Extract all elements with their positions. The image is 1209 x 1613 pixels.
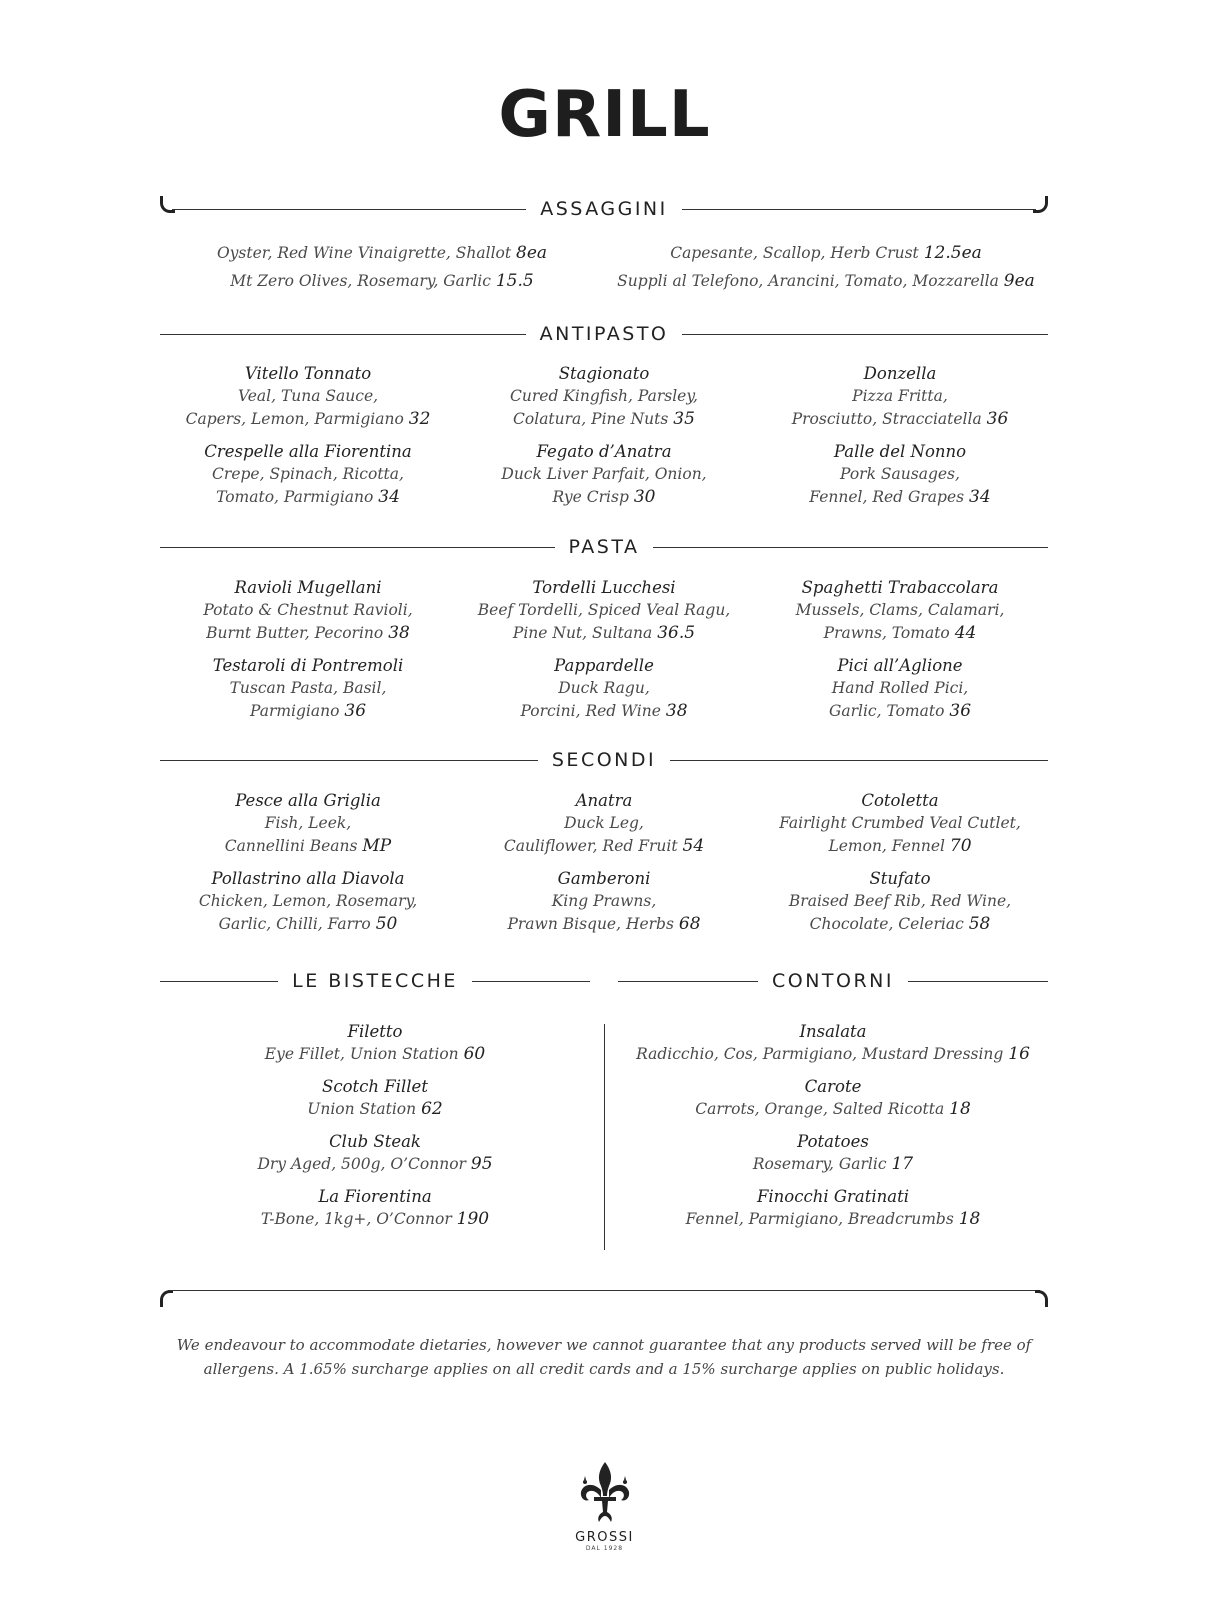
dish-desc: Braised Beef Rib, Red Wine, [788,892,1012,910]
dish-name: Club Steak [329,1132,421,1151]
assaggini-right [604,242,1048,293]
section-header-contorni [618,966,1048,996]
dish-name: La Fiorentina [318,1187,432,1206]
dish-desc: Porcini, Red Wine 38 [520,701,688,721]
dish-name: Finocchi Gratinati [756,1187,910,1206]
secondi-col-2 [456,789,752,936]
dish-desc: T-Bone, 1kg+, O’Connor 190 [260,1209,490,1229]
section-title: LE BISTECCHE [278,966,472,996]
dish-desc: Cured Kingfish, Parsley, [510,387,698,405]
dish-desc: Burnt Butter, Pecorino 38 [206,623,410,643]
dish-name: Ravioli Mugellani [234,578,382,597]
dish-name: Fegato d’Anatra [536,442,672,461]
dish-desc: Radicchio, Cos, Parmigiano, Mustard Dressing 16 [636,1044,1030,1064]
bottom-divider [160,1290,1048,1306]
dish-desc: Beef Tordelli, Spiced Veal Ragu, [477,601,731,619]
menu-item: Capesante, Scallop, Herb Crust 12.5ea [670,243,982,263]
dish-name: Tordelli Lucchesi [532,578,676,597]
dish-desc: Chicken, Lemon, Rosemary, [198,892,418,910]
menu-item: Oyster, Red Wine Vinaigrette, Shallot 8ea [216,243,548,263]
dish-desc: Capers, Lemon, Parmigiano 32 [185,409,431,429]
dish-desc: Colatura, Pine Nuts 35 [513,409,695,429]
section-title: PASTA [555,532,654,562]
dish-desc: Pine Nut, Sultana 36.5 [512,623,696,643]
section-header-secondi [160,745,1048,775]
dish-name: Spaghetti Trabaccolara [801,578,999,597]
footer-line: We endeavour to accommodate dietaries, however we cannot guarantee that any products served will be free of [176,1336,1032,1354]
dish-desc: Tomato, Parmigiano 34 [216,487,400,507]
column-divider [604,1024,605,1250]
dish-name: Pollastrino alla Diavola [211,869,405,888]
section-title: SECONDI [538,745,670,775]
dish-name: Pesce alla Griglia [235,791,381,810]
dish-name: Cotoletta [861,791,939,810]
assaggini-left [160,242,604,293]
dish-desc: Dry Aged, 500g, O’Connor 95 [257,1154,493,1174]
section-header-bistecche [160,966,590,996]
dish-desc: Duck Leg, [564,814,644,832]
dish-desc: Prosciutto, Stracciatella 36 [791,409,1009,429]
antipasto-col-2 [456,362,752,509]
dish-name: Insalata [799,1022,867,1041]
dish-desc: Cauliflower, Red Fruit 54 [503,836,705,856]
dish-desc: Potato & Chestnut Ravioli, [203,601,413,619]
dish-desc: Garlic, Tomato 36 [828,701,972,721]
dish-desc: Chocolate, Celeriac 58 [809,914,991,934]
page-title: GRILL [498,78,711,152]
fleur-de-lis-icon [577,1460,633,1524]
contorni-list [618,1020,1048,1231]
dish-name: Vitello Tonnato [244,364,372,383]
section-header-pasta [160,532,1048,562]
dish-desc: Veal, Tuna Sauce, [237,387,379,405]
dish-name: Donzella [863,364,937,383]
section-header-antipasto [160,319,1048,349]
dish-name: Palle del Nonno [833,442,967,461]
secondi-col-3 [752,789,1048,936]
section-title: CONTORNI [758,966,908,996]
dish-name: Anatra [575,791,633,810]
dish-desc: Duck Liver Parfait, Onion, [501,465,707,483]
dish-desc: Carrots, Orange, Salted Ricotta 18 [695,1099,971,1119]
antipasto-col-3 [752,362,1048,509]
pasta-col-1 [160,576,456,723]
menu-item: Mt Zero Olives, Rosemary, Garlic 15.5 [230,271,534,291]
dish-name: Carote [804,1077,862,1096]
dish-name: Filetto [347,1022,403,1041]
dish-desc: Eye Fillet, Union Station 60 [264,1044,486,1064]
dish-desc: Fairlight Crumbed Veal Cutlet, [779,814,1021,832]
dish-desc: Mussels, Clams, Calamari, [795,601,1005,619]
dish-desc: Fennel, Parmigiano, Breadcrumbs 18 [685,1209,981,1229]
dish-desc: Pizza Fritta, [852,387,948,405]
dish-desc: Garlic, Chilli, Farro 50 [218,914,398,934]
dish-desc: Lemon, Fennel 70 [828,836,972,856]
dish-desc: Parmigiano 36 [249,701,367,721]
dish-name: Scotch Fillet [322,1077,428,1096]
pasta-col-3 [752,576,1048,723]
dish-desc: Crepe, Spinach, Ricotta, [212,465,404,483]
dish-desc: Hand Rolled Pici, [831,679,969,697]
dish-desc: Fish, Leek, [264,814,352,832]
dish-name: Crespelle alla Fiorentina [204,442,412,461]
brand-logo [0,1460,1209,1552]
dish-desc: Tuscan Pasta, Basil, [229,679,387,697]
footer-line: allergens. A 1.65% surcharge applies on all credit cards and a 15% surcharge applies on public holidays. [203,1360,1005,1378]
bistecche-list [160,1020,590,1231]
dish-name: Gamberoni [557,869,651,888]
dish-desc: Duck Ragu, [558,679,650,697]
secondi-col-1 [160,789,456,936]
dish-desc: Prawn Bisque, Herbs 68 [507,914,701,934]
antipasto-col-1 [160,362,456,509]
dish-name: Stagionato [558,364,650,383]
dish-desc: Pork Sausages, [840,465,960,483]
footer-disclaimer [160,1333,1048,1381]
pasta-col-2 [456,576,752,723]
section-header-assaggini [160,194,1048,224]
dish-name: Pappardelle [554,656,654,675]
menu-item: Suppli al Telefono, Arancini, Tomato, Mozzarella 9ea [617,271,1035,291]
dish-name: Testaroli di Pontremoli [212,656,404,675]
dish-desc: Fennel, Red Grapes 34 [809,487,991,507]
brand-name: GROSSI [575,1530,634,1545]
dish-desc: Union Station 62 [307,1099,443,1119]
section-title: ASSAGGINI [526,194,682,224]
dish-desc: King Prawns, [551,892,657,910]
section-title: ANTIPASTO [526,319,683,349]
dish-desc: Prawns, Tomato 44 [823,623,977,643]
dish-name: Pici all’Aglione [837,656,963,675]
dish-desc: Rye Crisp 30 [552,487,656,507]
brand-tagline: DAL 1928 [585,1545,624,1552]
dish-name: Stufato [869,869,931,888]
dish-desc: Cannellini Beans MP [224,836,392,856]
dish-name: Potatoes [797,1132,869,1151]
dish-desc: Rosemary, Garlic 17 [752,1154,914,1174]
